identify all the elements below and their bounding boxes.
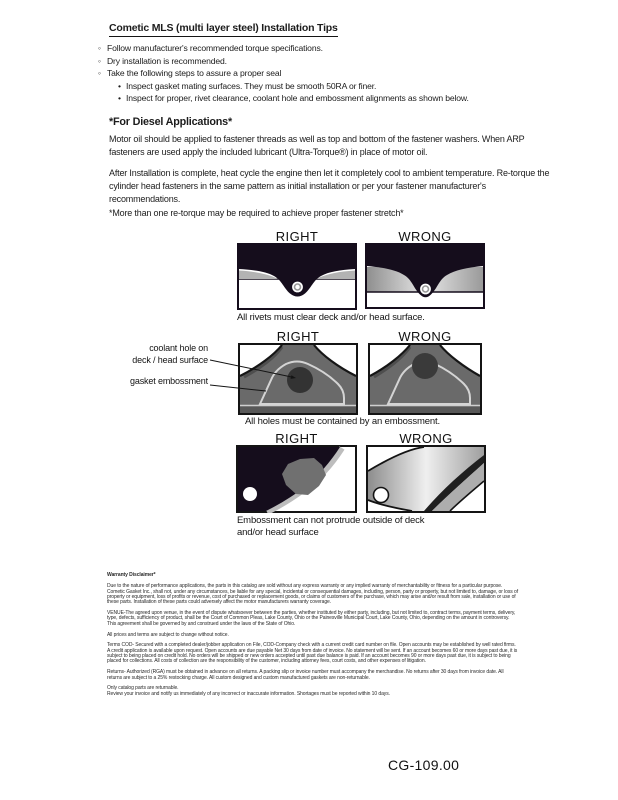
- warranty-paragraph: Terms COD- Secured with a completed dealer/jobber application on File, COD-Company check with a current credit card number on file. Open accounts may be established by well rated firms. A credit application is available upon request. Open accounts are due payable Net 30 days from date of invoice. No statement will be sent. If an account becomes 60 or more days past due, it is subject to being placed on credit hold. No orders will be shipped or new orders accepted until past due balance is paid. If an account becomes 90 or more days past due, it is subject to being placed for collections. All costs of collection are the responsibility of the customer, including attorney fees, court costs, and other expenses of litigation.: [107, 642, 518, 665]
- list-item-text: Take the following steps to assure a proper seal: [107, 68, 282, 79]
- figure2-wrong-diagram: [368, 343, 482, 415]
- retorque-note: *More than one re-torque may be required to achieve proper fastener stretch*: [109, 208, 404, 218]
- list-item-text: Inspect gasket mating surfaces. They must be smooth 50RA or finer.: [126, 80, 377, 91]
- figure3-wrong-label: WRONG: [399, 431, 453, 446]
- list-item: [98, 42, 469, 55]
- open-bullet-icon: ◦: [98, 68, 101, 79]
- coolant-hole-annotation: coolant hole on deck / head surface: [132, 343, 208, 365]
- figure2-right-diagram: [238, 343, 358, 415]
- warranty-paragraph: Only catalog parts are returnable.: [107, 685, 179, 692]
- warranty-paragraph: All prices and terms are subject to change without notice.: [107, 631, 229, 638]
- filled-bullet-icon: •: [118, 93, 121, 104]
- list-subitem: [98, 92, 469, 105]
- figure3-right-diagram: [236, 445, 357, 513]
- bolt-hole-icon: [374, 488, 389, 503]
- figure3-right-label: RIGHT: [275, 431, 318, 446]
- figure1-caption: All rivets must clear deck and/or head surface.: [237, 312, 425, 323]
- list-item-text: Follow manufacturer's recommended torque specifications.: [107, 43, 323, 53]
- warranty-paragraph: This agreement shall be governed by and construed under the laws of the State of Ohio.: [107, 620, 296, 627]
- list-item: [98, 67, 469, 80]
- page-title: Cometic MLS (multi layer steel) Installation Tips: [109, 22, 338, 37]
- figure1-wrong-label: WRONG: [398, 229, 452, 244]
- warranty-paragraph: VENUE-The agreed upon venue, in the event of dispute whatsoever between the parties, whether instituted by either party, including, but not limited to, contract terms, payment terms, delivery, type, defects, sufficiency of product, shall be the Court of Common Pleas, Lake County, Ohio or the Painesville Municipal Court, Lake County, Ohio, depending on the amount in controversy.: [107, 610, 516, 622]
- warranty-heading: Warranty Disclaimer*: [107, 572, 156, 578]
- bolt-hole-icon: [243, 487, 257, 501]
- filled-bullet-icon: •: [118, 80, 121, 91]
- open-bullet-icon: ◦: [98, 43, 101, 53]
- figure3-wrong-diagram: [366, 445, 486, 513]
- diesel-heading: *For Diesel Applications*: [109, 116, 232, 128]
- figure2-right-label: RIGHT: [276, 329, 320, 344]
- list-item: [98, 55, 469, 68]
- list-item-text: Inspect for proper, rivet clearance, coolant hole and embossment alignments as shown below.: [126, 93, 469, 104]
- list-subitem: [98, 80, 469, 93]
- page-code: CG-109.00: [388, 757, 460, 773]
- warranty-disclaimer: [107, 573, 519, 703]
- figure1-wrong-diagram: [365, 243, 485, 309]
- coolant-hole-icon: [412, 353, 438, 379]
- figure2-caption: All holes must be contained by an embossment.: [245, 416, 440, 427]
- figure3-caption: Embossment can not protrude outside of deck and/or head surface: [237, 515, 425, 538]
- coolant-hole-icon: [287, 367, 313, 393]
- gasket-embossment-annotation: gasket embossment: [130, 376, 208, 386]
- warranty-paragraph: Returns- Authorized (RGA) must be obtained in advance on all returns. A packing slip or invoice number must accompany the merchandise. No returns after 30 days from invoice date. All returns are subject to a 25% restocking charge. All custom designed and custom manufactured gaskets are non-returnable.: [107, 669, 504, 681]
- figure2-wrong-label: WRONG: [398, 329, 452, 344]
- tips-list: [98, 42, 469, 105]
- list-item-text: Dry installation is recommended.: [107, 55, 227, 66]
- diesel-paragraph-1: Motor oil should be applied to fastener threads as well as top and bottom of the fastener washers. When ARP fasteners are used apply the included lubricant (Ultra-Torque®) in place of motor oil.: [109, 134, 525, 157]
- warranty-paragraph: Due to the nature of performance applications, the parts in this catalog are sold without any express warranty or any implied warranty of merchantability or fitness for a particular purpose. Cometic Gasket Inc., shall not, under any circumstances, be liable for any special, incidental or consequential damages, including, person, party or property, but not limited to, damage, or loss of property or equipment, loss of profits or revenue, cost of purchased or replacement goods, or claims of customers of the purchase, which may arise and/or result from sale, installation or use of these parts. Installation of these parts could adversely affect the motor manufacturers warranty coverage.: [107, 583, 519, 606]
- figure1-right-diagram: [237, 243, 357, 310]
- warranty-paragraph: Review your invoice and notify us immediately of any incorrect or inaccurate information. Shortages must be reported within 10 days.: [107, 690, 390, 697]
- diesel-paragraph-2: After Installation is complete, heat cycle the engine then let it completely cool to ambient temperature. Re-torque the cylinder head fasteners in the same pattern as initial installation or per your fastener manufacturer's recommendations.: [109, 168, 550, 204]
- open-bullet-icon: ◦: [98, 55, 101, 66]
- figure1-right-label: RIGHT: [275, 229, 319, 244]
